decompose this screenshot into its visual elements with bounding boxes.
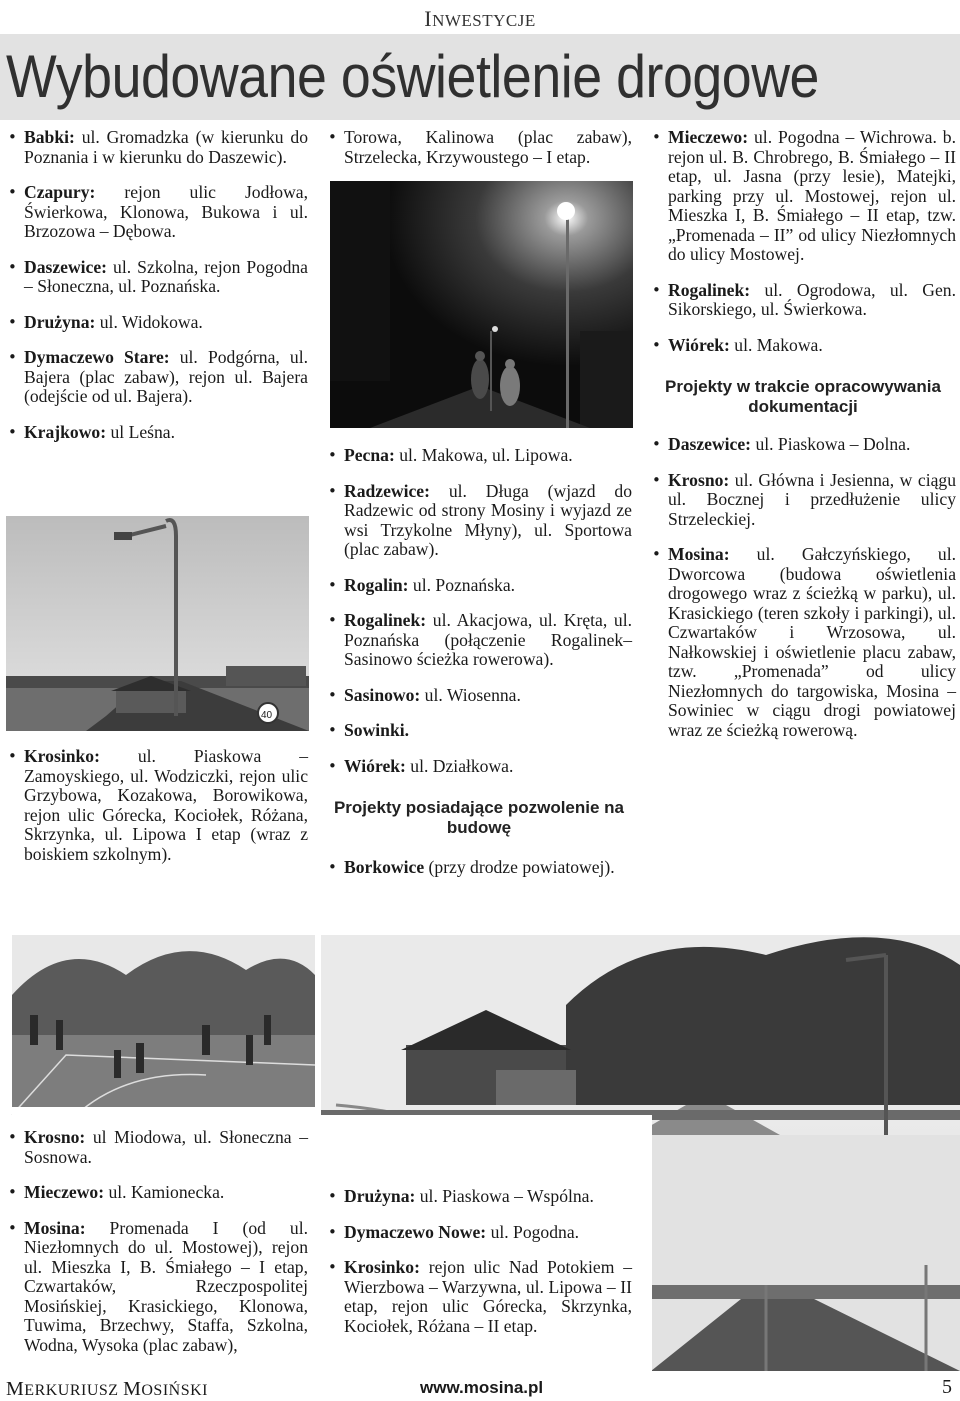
place-streets: (przy drodze powiatowej). xyxy=(424,857,615,877)
place-name: Rogalinek: xyxy=(344,610,427,630)
place-streets: ul. Makowa. xyxy=(729,334,823,355)
list-col2 xyxy=(326,446,632,776)
footer-pub-rest-2: OSIŃSKI xyxy=(141,1382,208,1399)
list-item xyxy=(6,1183,308,1203)
place-streets: ul. Główna i Jesienna, w ciągu ul. Bocznej i przedłużenie ulicy Strzeleckiej. xyxy=(668,469,956,529)
list-item xyxy=(650,471,956,530)
footer-url[interactable]: www.mosina.pl xyxy=(420,1378,544,1397)
list-item xyxy=(326,1258,632,1336)
place-streets: ul. Podgórna, ul. Bajera (plac zabaw), rejon ul. Bajera (odejście od ul. Bajera). xyxy=(24,347,308,406)
list-bottom-mid xyxy=(326,1187,632,1336)
place-streets: ul. Działkowa. xyxy=(405,755,514,776)
list-item xyxy=(6,747,308,864)
list-item xyxy=(6,348,308,407)
heading-projects-permitted: Projekty posiadające pozwolenie na budowę xyxy=(333,798,625,837)
footer-pub-initial-1: M xyxy=(6,1378,25,1400)
list-col3b xyxy=(650,435,956,740)
place-streets: rejon ulic Jodłowa, Świerkowa, Klonowa, Bukowa i ul. Brzozowa – Dębowa. xyxy=(24,182,308,241)
column-1 xyxy=(6,128,308,458)
list-item xyxy=(326,858,632,878)
place-name: Drużyna: xyxy=(24,311,96,332)
place-streets: ul. Akacjowa, ul. Kręta, ul. Poznańska (połączenie Rogalinek–Sasinowo ścieżka rowerowa). xyxy=(344,610,632,669)
place-streets: ul Leśna. xyxy=(106,421,175,442)
place-streets: ul. Pogodna – Wichrowa. b. rejon ul. B. Chrobrego, B. Śmiałego – II etap, ul. Jasna (przy lesie), Matejki, parking przy ul. Mostowej, rejon ul. Mieszka I, B. Śmiałego – II etap, tzw. „Promenada – II” od ulicy Niezłomnych do ulicy Mostowej. xyxy=(668,127,956,264)
photo-night-lamp xyxy=(330,181,633,428)
list-col2b xyxy=(326,858,632,878)
footer xyxy=(0,1374,960,1399)
place-streets: ul. Poznańska. xyxy=(408,574,516,595)
place-name: Krosno: xyxy=(24,1127,86,1147)
page-title: Wybudowane oświetlenie drogowe xyxy=(6,43,819,110)
place-name: Sowinki. xyxy=(344,720,410,740)
list-item xyxy=(650,128,956,265)
place-name: Mieczewo: xyxy=(668,127,749,147)
place-streets: rejon ulic Nad Potokiem – Wierzbowa – Warzywna, ul. Lipowa – II etap, rejon ulic Górecka, Skrzynka, Kociołek, Różana – II etap. xyxy=(344,1257,632,1336)
list-col1b xyxy=(6,747,308,864)
place-name: Krosinko: xyxy=(344,1257,420,1277)
column-3 xyxy=(650,128,956,756)
list-col1 xyxy=(6,128,308,442)
footer-pub-initial-2: M xyxy=(123,1378,142,1400)
list-bottom-left xyxy=(6,1128,308,1355)
place-streets: ul. Pogodna. xyxy=(486,1221,580,1242)
place-name: Mosina: xyxy=(668,544,730,564)
page-number: 5 xyxy=(942,1376,952,1398)
list-item xyxy=(326,721,632,741)
column-2 xyxy=(326,128,632,183)
list-item xyxy=(326,446,632,466)
place-streets: ul. Wiosenna. xyxy=(420,684,521,705)
place-streets: ul. Piaskowa – Dolna. xyxy=(751,434,911,454)
place-streets: ul. Widokowa. xyxy=(95,311,203,332)
list-item xyxy=(6,423,308,443)
list-item xyxy=(6,1219,308,1356)
place-name: Drużyna: xyxy=(344,1186,416,1206)
place-name: Mosina: xyxy=(24,1217,86,1238)
list-item xyxy=(650,336,956,356)
list-item xyxy=(326,482,632,560)
place-name: Wiórek: xyxy=(668,334,730,355)
place-name: Babki: xyxy=(24,127,75,147)
place-name: Rogalinek: xyxy=(668,279,751,300)
footer-publication xyxy=(6,1378,208,1401)
title-banner xyxy=(0,34,960,120)
place-streets: Promenada I (od ul. Niezłomnych do ul. Mostowej), rejon ul. Mieszka I, B. Śmiałego – I etap, Czwartaków, Rzeczpospolitej Mosińskiej, Krasickiego, Klonowa, Tuwima, Brzechwy, Staffa, Szkolna, Wodna, Wysoka (plac zabaw), xyxy=(24,1217,308,1355)
place-streets: ul. Ogrodowa, ul. Gen. Sikorskiego, ul. Świerkowa. xyxy=(668,279,956,319)
list-item xyxy=(650,435,956,455)
place-name: Borkowice xyxy=(344,857,425,877)
list-item xyxy=(6,258,308,297)
column-bottom-mid xyxy=(326,1187,632,1352)
place-streets: ul. Piaskowa – Wspólna. xyxy=(415,1186,594,1206)
footer-pub-rest-1: ERKURIUSZ xyxy=(24,1382,124,1399)
list-item-text: Torowa, Kalinowa (plac zabaw), Strzelecka, Krzywoustego – I etap. xyxy=(344,127,632,167)
list-item xyxy=(650,545,956,740)
place-name: Rogalin: xyxy=(344,574,409,595)
place-streets: ul. Makowa, ul. Lipowa. xyxy=(394,445,573,465)
column-1b xyxy=(6,747,308,880)
svg-text:40: 40 xyxy=(261,710,273,721)
place-name: Krosinko: xyxy=(24,746,100,766)
place-name: Dymaczewo Stare: xyxy=(24,347,170,367)
column-2b xyxy=(326,446,632,894)
list-item xyxy=(326,686,632,706)
list-item xyxy=(326,611,632,670)
place-name: Radzewice: xyxy=(344,480,430,501)
place-name: Pecna: xyxy=(344,445,395,465)
list-item xyxy=(326,1223,632,1243)
list-item xyxy=(650,281,956,320)
column-bottom-left xyxy=(6,1128,308,1371)
place-streets: ul. Gromadzka (w kierunku do Poznania i w kierunku do Daszewic). xyxy=(24,127,308,167)
section-label-initial: I xyxy=(424,6,433,31)
place-name: Mieczewo: xyxy=(24,1182,105,1202)
list-item xyxy=(6,313,308,333)
list-item xyxy=(326,757,632,777)
section-label-rest: NWESTYCJE xyxy=(432,11,536,30)
list-item xyxy=(6,183,308,242)
section-label xyxy=(0,6,960,32)
place-streets: ul Miodowa, ul. Słoneczna – Sosnowa. xyxy=(24,1127,308,1167)
place-name: Daszewice: xyxy=(668,434,752,454)
list-col3 xyxy=(650,128,956,355)
list-item xyxy=(326,576,632,596)
list-item xyxy=(326,1187,632,1207)
place-name: Krajkowo: xyxy=(24,421,107,442)
list-item xyxy=(6,128,308,167)
place-streets: ul. Gałczyńskiego, ul. Dworcowa (budowa oświetlenia drogowego wraz z ścieżką w parku), ul. Krasickiego (teren szkoły i parkingi), ul. Czwartaków i Wrzosowa, ul. Nałkowskiej i oświetlenie placu zabaw, tzw. „Promenada” od ulicy Niezłomnych do targowiska, Mosina – Sowiniec w ciągu drogi powiatowej wraz ze ścieżką rowerową. xyxy=(668,544,956,740)
list-item-continued xyxy=(326,128,632,167)
photo-rural-street-lamp xyxy=(6,516,309,731)
place-name: Daszewice: xyxy=(24,256,108,277)
place-streets: ul. Kamionecka. xyxy=(104,1182,225,1202)
place-name: Wiórek: xyxy=(344,755,406,776)
place-name: Czapury: xyxy=(24,182,96,202)
place-streets: ul. Długa (wjazd do Radzewic od strony Mosiny i wyjazd ze wsi Trzykolne Młyny), ul. Sportowa (plac zabaw). xyxy=(344,480,632,559)
place-name: Dymaczewo Nowe: xyxy=(344,1221,487,1242)
place-name: Krosno: xyxy=(668,469,730,490)
list-item xyxy=(6,1128,308,1167)
place-streets: ul. Piaskowa – Zamoyskiego, ul. Wodziczki, rejon ulic Grzybowa, Kozakowa, Borowikowa, rejon ulic Górecka, Kociołek, Różana, Skrzynka, ul. Lipowa I etap (wraz z boiskiem szkolnym). xyxy=(24,746,308,864)
place-name: Sasinowo: xyxy=(344,684,421,705)
heading-projects-in-progress: Projekty w trakcie opracowywania dokumentacji xyxy=(665,377,941,416)
place-streets: ul. Szkolna, rejon Pogodna – Słoneczna, ul. Poznańska. xyxy=(24,256,308,296)
